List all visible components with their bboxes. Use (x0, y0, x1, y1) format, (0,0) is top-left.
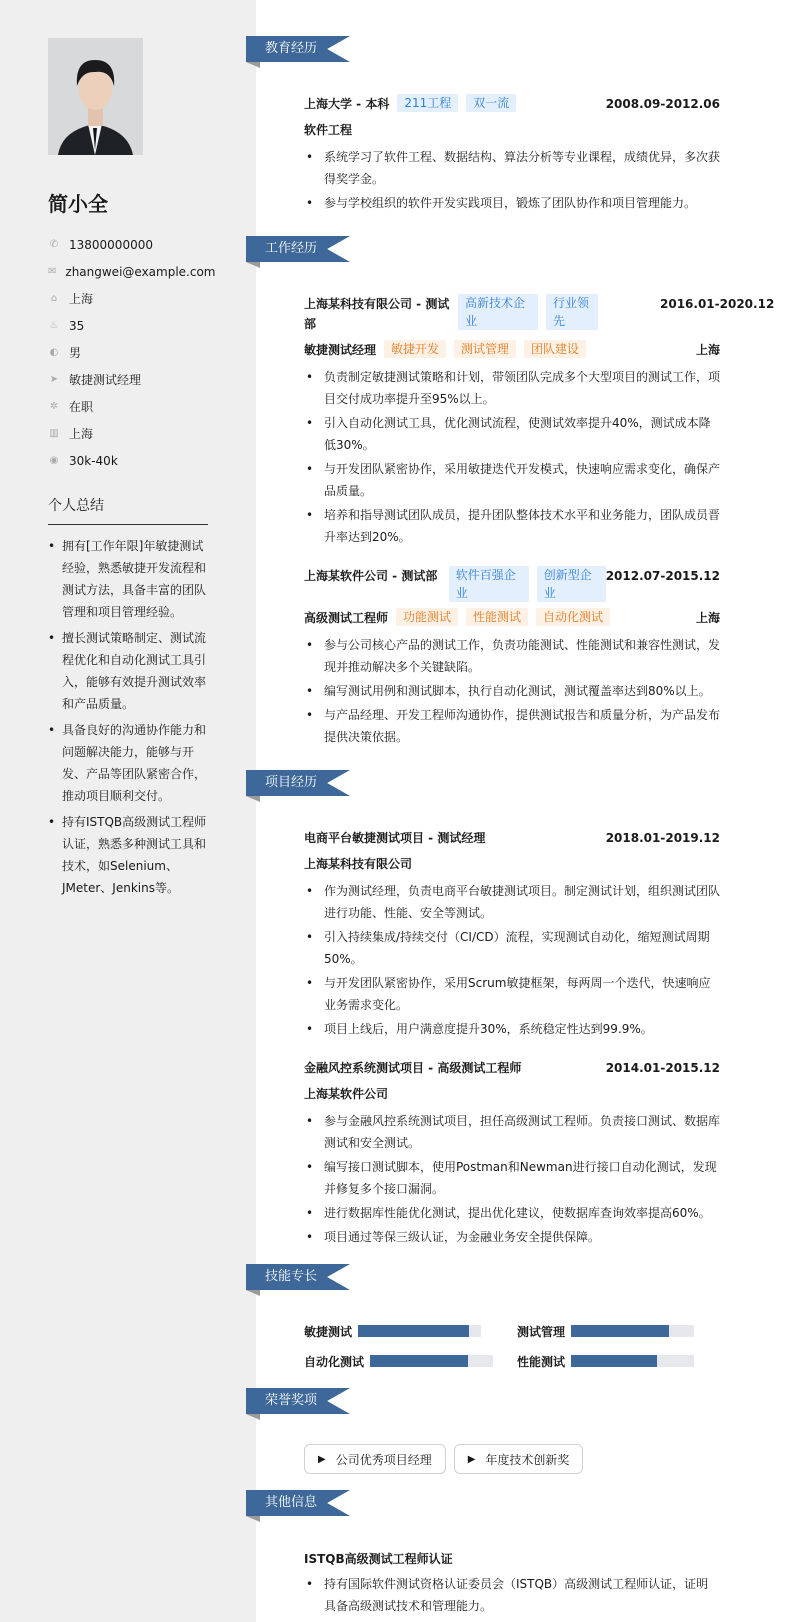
section-header-other (246, 1490, 350, 1516)
skill-bar (571, 1355, 694, 1367)
school: 上海大学 - 本科 (304, 97, 390, 111)
mail-icon: ✉ (48, 266, 57, 277)
bullet-item: • 参与公司核心产品的测试工作，负责功能测试、性能测试和兼容性测试，发现并推动解决多个关键缺陷。 (304, 634, 720, 678)
contact-text: 男 (69, 346, 82, 360)
bullet-item: • 培养和指导测试团队成员，提升团队整体技术水平和业务能力，团队成员晋升率达到20%。 (304, 504, 720, 548)
award-name: 公司优秀项目经理 (335, 1452, 432, 1467)
skill-item (517, 1352, 720, 1370)
tag: 双一流 (466, 94, 516, 112)
contact-item (48, 231, 208, 258)
summary-item: • 擅长测试策略制定、测试流程优化和自动化测试工具引入，能够有效提升测试效率和产品质量。 (48, 627, 208, 715)
contact-item (48, 312, 208, 339)
status-icon: ✲ (49, 401, 59, 412)
project-entry (304, 828, 720, 1040)
summary-list (48, 535, 208, 899)
contact-text: 上海 (69, 292, 94, 306)
skill-bar (370, 1355, 493, 1367)
bullet-item: • 系统学习了软件工程、数据结构、算法分析等专业课程，成绩优异，多次获得奖学金。 (304, 146, 720, 190)
contact-item (48, 366, 208, 393)
main-content (246, 36, 775, 1619)
tag: 敏捷开发 (384, 340, 446, 358)
section-header-skills (246, 1264, 350, 1290)
building-icon: ▥ (49, 428, 59, 439)
bullet-list (304, 366, 720, 548)
bullet-item: • 编写接口测试脚本，使用Postman和Newman进行接口自动化测试，发现并修复多个接口漏洞。 (304, 1156, 720, 1200)
contact-text: 敏捷测试经理 (69, 373, 142, 387)
contact-item (48, 420, 208, 447)
summary-item: • 拥有[工作年限]年敏捷测试经验，熟悉敏捷开发流程和测试方法，具备丰富的团队管理和项目管理经验。 (48, 535, 208, 623)
skill-name: 自动化测试 (304, 1354, 365, 1369)
tag: 性能测试 (466, 608, 528, 626)
company: 上海某软件公司 - 测试部 (304, 569, 438, 583)
send-icon: ➤ (49, 374, 59, 385)
contact-text: 35 (69, 318, 85, 333)
date: 2012.07-2015.12 (605, 569, 720, 583)
award-badge (304, 1444, 446, 1474)
certificate-name: ISTQB高级测试工程师认证 (304, 1552, 453, 1566)
contact-list (48, 231, 216, 474)
skill-name: 性能测试 (517, 1354, 566, 1369)
project-name: 金融风控系统测试项目 - 高级测试工程师 (304, 1061, 522, 1075)
contact-item (48, 285, 208, 312)
project-name: 电商平台敏捷测试项目 - 测试经理 (304, 831, 486, 845)
bullet-item: • 作为测试经理，负责电商平台敏捷测试项目。制定测试计划，组织测试团队进行功能、性能、安全等测试。 (304, 880, 720, 924)
section-title: 教育经历 (265, 41, 318, 56)
summary-title: 个人总结 (48, 496, 208, 525)
bullet-list (304, 880, 720, 1040)
section-header-honors (246, 1388, 350, 1414)
contact-text: zhangwei@example.com (65, 264, 216, 279)
bullet-list (304, 1573, 720, 1617)
bullet-item: • 与产品经理、开发工程师沟通协作，提供测试报告和质量分析，为产品发布提供决策依据。 (304, 704, 720, 748)
bullet-item: • 持有国际软件测试资格认证委员会（ISTQB）高级测试工程师认证，证明具备高级测试技术和管理能力。 (304, 1573, 720, 1617)
role: 敏捷测试经理 (304, 343, 377, 357)
section-title: 荣誉奖项 (265, 1393, 318, 1408)
contact-item (48, 258, 216, 285)
section-title: 工作经历 (265, 241, 318, 256)
contact-text: 上海 (69, 427, 94, 441)
candidate-name: 简小全 (48, 192, 108, 216)
project-entry (304, 1058, 720, 1248)
work-entry (304, 566, 720, 748)
tag: 自动化测试 (536, 608, 610, 626)
work-entry (304, 294, 775, 548)
bullet-list (304, 146, 720, 214)
project-company: 上海某科技有限公司 (304, 857, 413, 871)
bullet-item: • 项目上线后，用户满意度提升30%，系统稳定性达到99.9%。 (304, 1018, 720, 1040)
date: 2008.09-2012.06 (605, 97, 720, 111)
skill-bar-fill (571, 1325, 669, 1337)
skill-item (517, 1322, 720, 1340)
location: 上海 (695, 611, 720, 625)
bullet-item: • 与开发团队紧密协作，采用敏捷迭代开发模式，快速响应需求变化，确保产品质量。 (304, 458, 720, 502)
date: 2016.01-2020.12 (660, 297, 775, 311)
bullet-item: • 进行数据库性能优化测试，提出优化建议，使数据库查询效率提高60%。 (304, 1202, 720, 1224)
tag: 高新技术企业 (458, 294, 538, 330)
tag: 行业领先 (546, 294, 598, 330)
contact-text: 30k-40k (69, 453, 118, 468)
skill-bar (358, 1325, 481, 1337)
skill-name: 测试管理 (517, 1324, 566, 1339)
award-badge (454, 1444, 584, 1474)
contact-item (48, 447, 208, 474)
phone-icon: ✆ (49, 239, 59, 250)
skill-item (304, 1352, 517, 1370)
project-company: 上海某软件公司 (304, 1087, 389, 1101)
bullet-item: • 引入持续集成/持续交付（CI/CD）流程，实现测试自动化，缩短测试周期50%。 (304, 926, 720, 970)
section-header-education (246, 36, 350, 62)
education-entry (304, 94, 720, 214)
skill-bar-fill (370, 1355, 468, 1367)
bullet-item: • 编写测试用例和测试脚本，执行自动化测试，测试覆盖率达到80%以上。 (304, 680, 720, 702)
section-title: 技能专长 (265, 1269, 318, 1284)
contact-item (48, 393, 208, 420)
sidebar (0, 0, 256, 1622)
skills-grid (304, 1322, 720, 1370)
bullet-item: • 引入自动化测试工具，优化测试流程，使测试效率提升40%，测试成本降低30%。 (304, 412, 720, 456)
location: 上海 (695, 343, 720, 357)
contact-item (48, 339, 208, 366)
cake-icon: ♨ (49, 320, 59, 331)
money-icon: ◉ (49, 455, 59, 466)
skill-bar-fill (358, 1325, 469, 1337)
skill-bar (571, 1325, 694, 1337)
skill-name: 敏捷测试 (304, 1324, 353, 1339)
section-title: 其他信息 (265, 1495, 318, 1510)
contact-text: 13800000000 (69, 237, 153, 252)
date: 2014.01-2015.12 (605, 1061, 720, 1075)
company: 上海某科技有限公司 - 测试部 (304, 297, 450, 331)
tag: 团队建设 (524, 340, 586, 358)
skill-bar-fill (571, 1355, 657, 1367)
award-name: 年度技术创新奖 (485, 1452, 570, 1467)
bullet-item: • 与开发团队紧密协作，采用Scrum敏捷框架，每两周一个迭代，快速响应业务需求变化。 (304, 972, 720, 1016)
avatar (48, 38, 143, 155)
tag: 软件百强企业 (449, 566, 529, 602)
bullet-item: • 项目通过等保三级认证，为金融业务安全提供保障。 (304, 1226, 720, 1248)
home-icon: ⌂ (50, 293, 58, 304)
contact-text: 在职 (69, 400, 94, 414)
tag: 211工程 (397, 94, 458, 112)
section-title: 项目经历 (265, 775, 318, 790)
summary-item: • 具备良好的沟通协作能力和问题解决能力，能够与开发、产品等团队紧密合作，推动项目顺利交付。 (48, 719, 208, 807)
bullet-list (304, 634, 720, 748)
summary-item: • 持有ISTQB高级测试工程师认证，熟悉多种测试工具和技术，如Selenium、JMeter、Jenkins等。 (48, 811, 208, 899)
role: 高级测试工程师 (304, 611, 389, 625)
play-icon: ▶ (318, 1453, 326, 1465)
tag: 测试管理 (454, 340, 516, 358)
section-header-projects (246, 770, 350, 796)
tag: 功能测试 (396, 608, 458, 626)
other-entry (304, 1550, 720, 1617)
bullet-item: • 参与学校组织的软件开发实践项目，锻炼了团队协作和项目管理能力。 (304, 192, 720, 214)
major: 软件工程 (304, 123, 353, 137)
skill-item (304, 1322, 517, 1340)
date: 2018.01-2019.12 (605, 831, 720, 845)
bullet-list (304, 1110, 720, 1248)
play-icon: ▶ (467, 1453, 476, 1465)
bullet-item: • 负责制定敏捷测试策略和计划，带领团队完成多个大型项目的测试工作，项目交付成功率提升至95%以上。 (304, 366, 720, 410)
section-header-work (246, 236, 350, 262)
tag: 创新型企业 (537, 566, 606, 602)
gender-icon: ◐ (49, 347, 59, 358)
bullet-item: • 参与金融风控系统测试项目，担任高级测试工程师。负责接口测试、数据库测试和安全测试。 (304, 1110, 720, 1154)
